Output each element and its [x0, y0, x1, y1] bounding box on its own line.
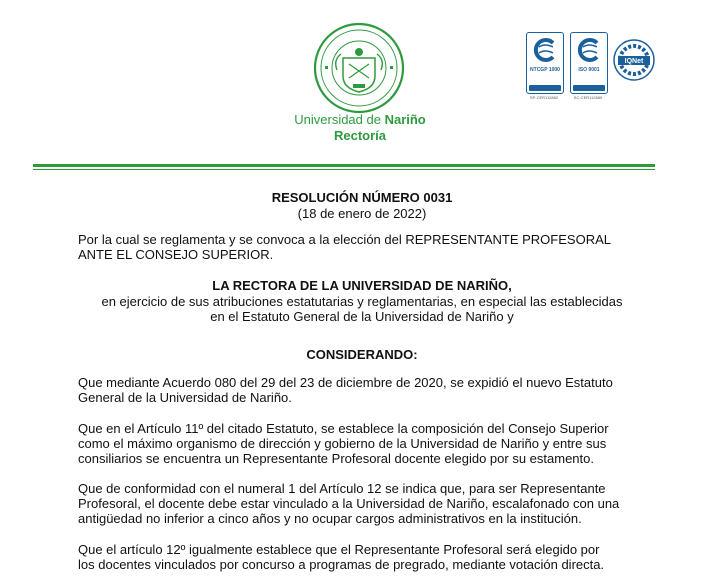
certification-logos: [524, 32, 664, 108]
authority-detail-line: en ejercicio de sus atribuciones estatutarias y reglamentarias, en especial las establecidas: [101, 294, 623, 309]
iso-certification-badge: [570, 32, 608, 94]
iqnet-logo: [612, 38, 656, 82]
resolution-title: RESOLUCIÓN NÚMERO 0031: [271, 190, 453, 205]
university-name: Universidad de Nariño: [294, 112, 426, 127]
authority-heading: LA RECTORA DE LA UNIVERSIDAD DE NARIÑO,: [212, 278, 512, 293]
icontec-icon: [531, 37, 559, 63]
icontec-icon: [575, 37, 603, 63]
university-seal-logo: [313, 22, 405, 114]
paragraph-line: antigüedad no inferior a cinco años y no ocupar cargos administrativos en la institución.: [78, 511, 582, 526]
paragraph-line: General de la Universidad de Nariño.: [78, 390, 292, 405]
cert-footer-bar: [573, 85, 605, 91]
cert-caption: SC-CER112880: [573, 95, 603, 100]
paragraph-line: como el máximo organismo de dirección y gobierno de la Universidad de Nariño y entre sus: [78, 436, 607, 451]
resolution-summary: [78, 232, 648, 262]
ntcgp-certification-badge: [526, 32, 564, 94]
cert-footer-bar: [529, 85, 561, 91]
authority-detail-line: en el Estatuto General de la Universidad de Nariño y: [210, 309, 514, 324]
cert-code: NTCGP 1000: [530, 67, 560, 73]
resolution-date: (18 de enero de 2022): [297, 206, 427, 221]
paragraph-line: Profesoral, el docente debe estar vinculado a la Universidad de Nariño, escalafonado con una: [78, 496, 620, 511]
considering-paragraph: [78, 542, 648, 572]
paragraph-line: consiliarios se encuentra un Representante Profesoral docente elegido por su estamento.: [78, 451, 594, 466]
header-divider: [33, 164, 655, 167]
iqnet-label: IQNet: [624, 58, 644, 65]
paragraph-line: Que en el Artículo 11º del citado Estatuto, se establece la composición del Consejo Superior: [78, 421, 609, 436]
paragraph-line: Que mediante Acuerdo 080 del 29 del 23 de diciembre de 2020, se expidió el nuevo Estatuto: [78, 375, 613, 390]
summary-line: Por la cual se reglamenta y se convoca a la elección del REPRESENTANTE PROFESORAL: [78, 232, 611, 247]
considering-paragraph: [78, 421, 648, 466]
cert-caption: SP-CER112882: [529, 95, 559, 100]
cert-code: ISO 9001: [578, 67, 600, 73]
paragraph-line: Que el artículo 12º igualmente establece que el Representante Profesoral será elegido por: [78, 542, 600, 557]
paragraph-line: Que de conformidad con el numeral 1 del Artículo 12 se indica que, para ser Representante: [78, 481, 606, 496]
summary-line: ANTE EL CONSEJO SUPERIOR.: [78, 247, 274, 262]
office-name: Rectoría: [333, 128, 387, 143]
header-divider-thin: [33, 169, 655, 170]
paragraph-line: los docentes vinculados por concurso a programas de pregrado, mediante votación directa.: [78, 557, 605, 572]
considering-paragraph: [78, 481, 648, 526]
considering-paragraph: [78, 375, 648, 405]
considering-heading: CONSIDERANDO:: [306, 347, 418, 362]
